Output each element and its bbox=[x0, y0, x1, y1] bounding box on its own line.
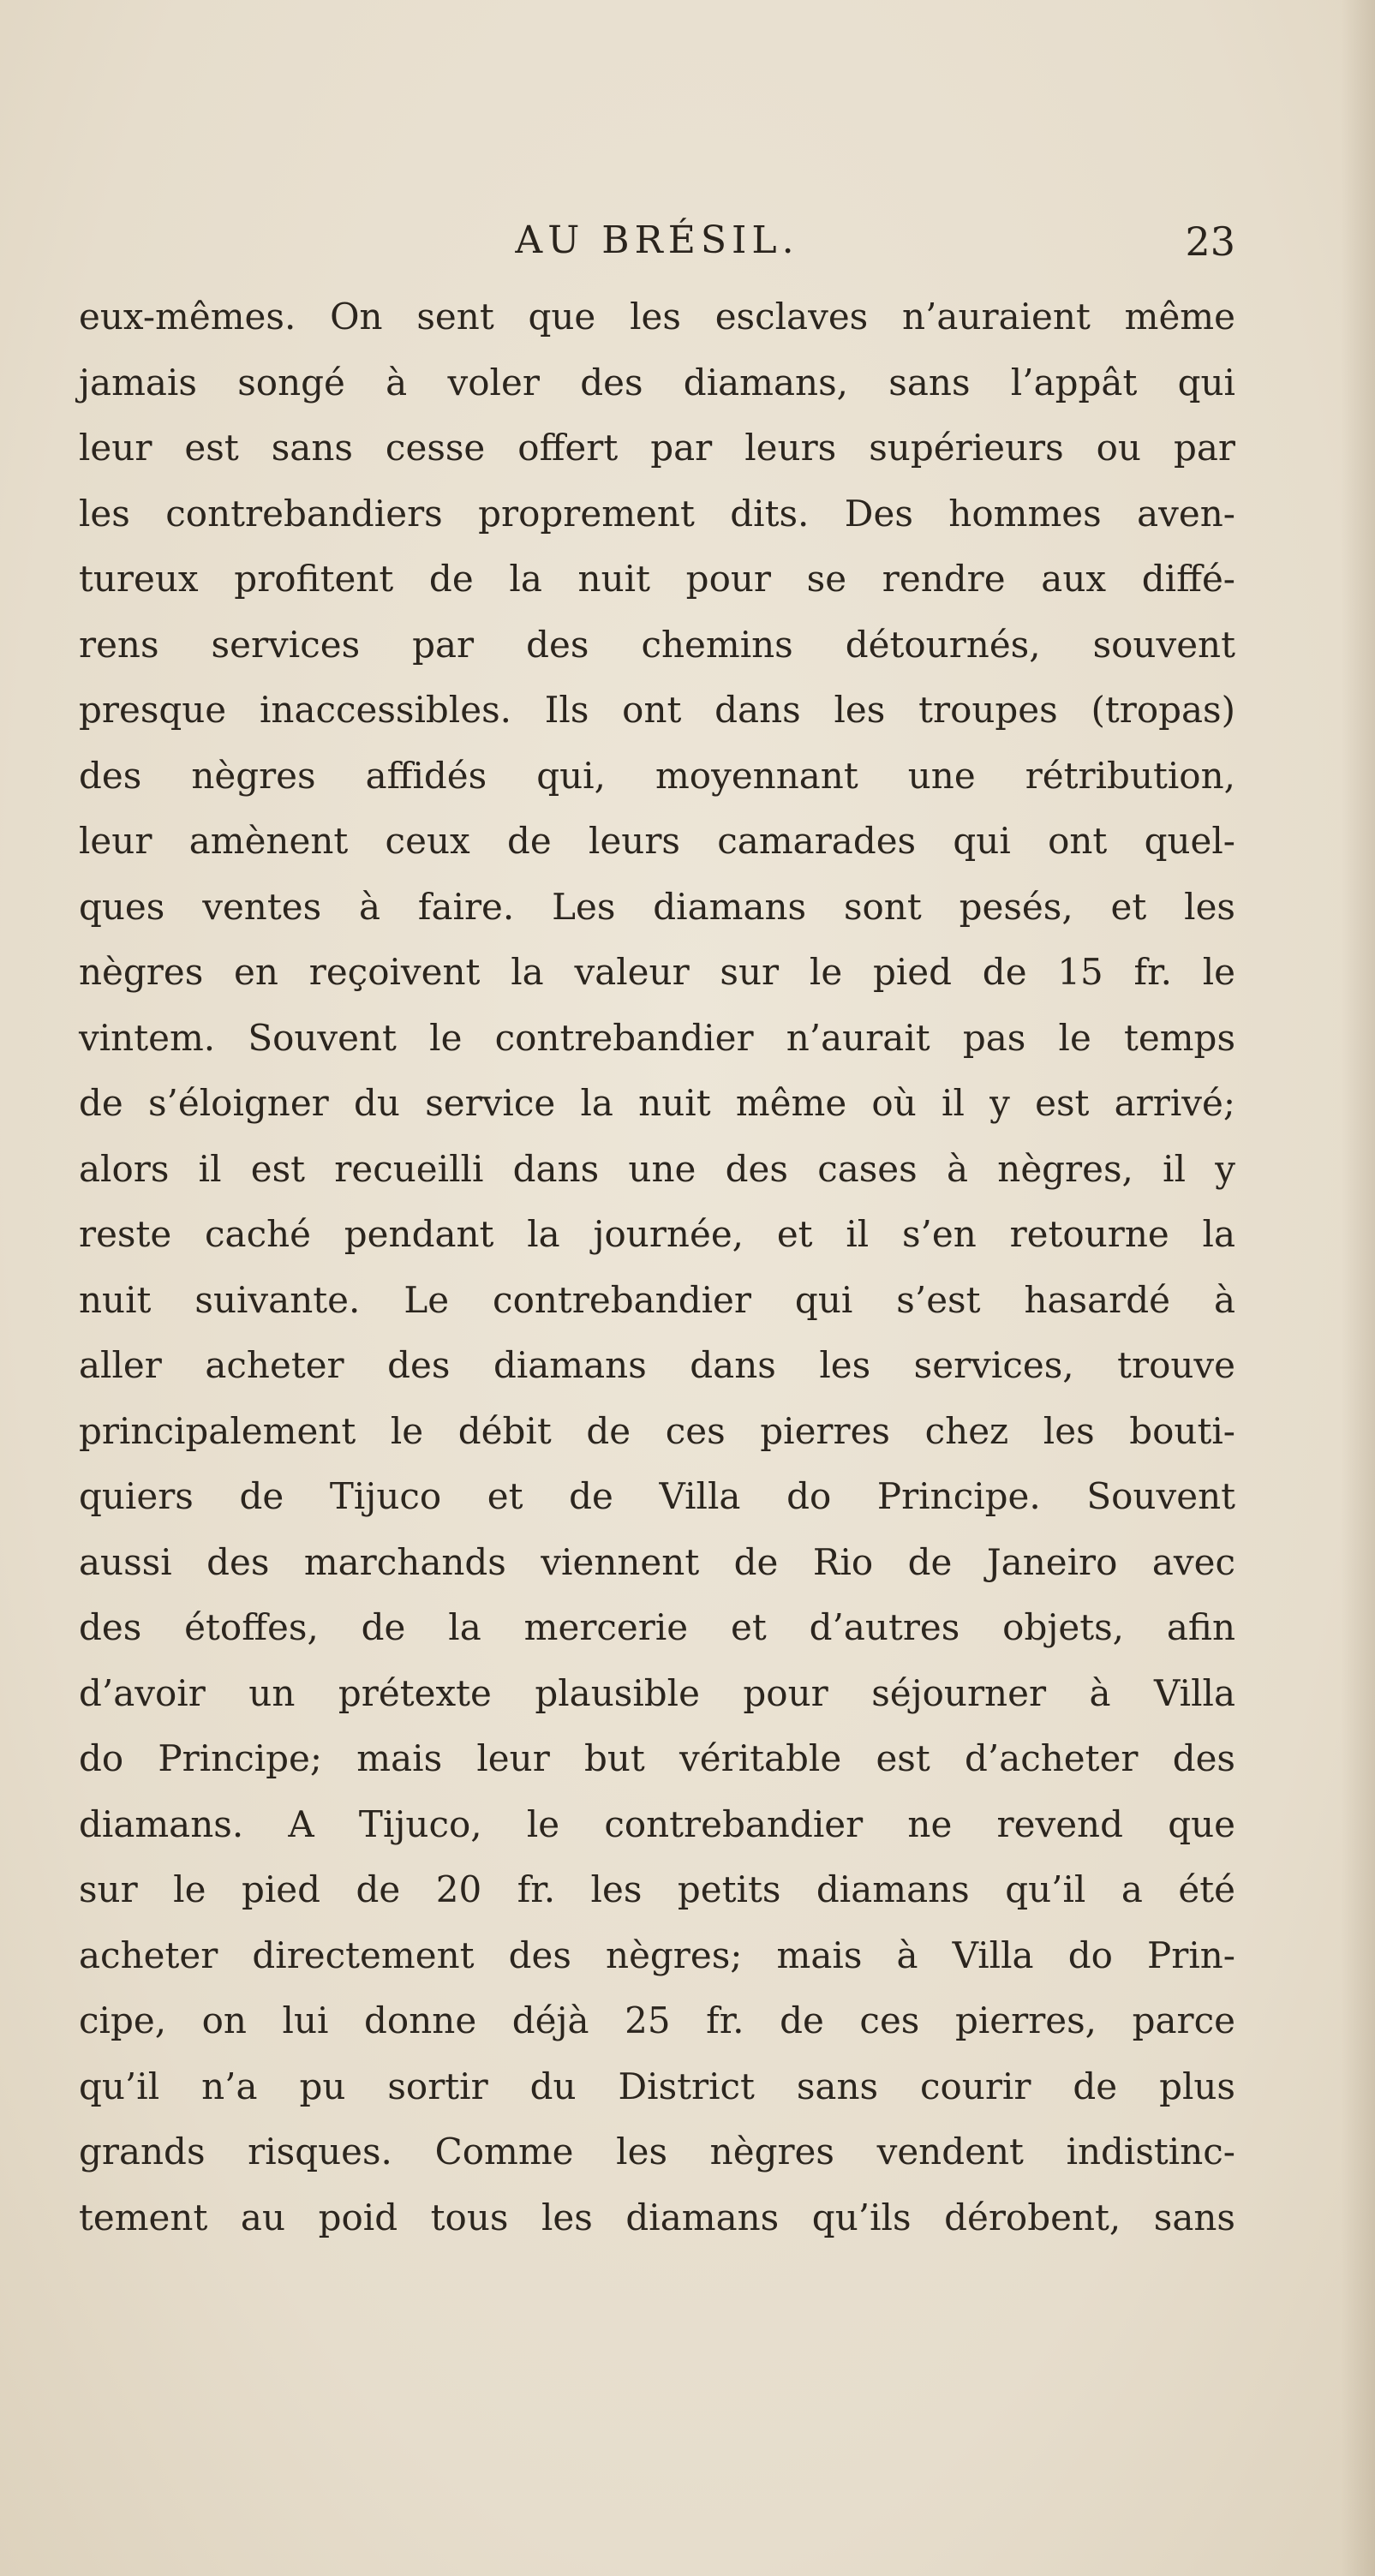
page-edge-shadow bbox=[1341, 0, 1375, 2576]
text-line: aller acheter des diamans dans les services, trouve bbox=[79, 1344, 1235, 1386]
text-line: d’avoir un prétexte plausible pour séjourner à Villa bbox=[79, 1671, 1235, 1714]
text-line: tement au poid tous les diamans qu’ils dérobent, sans bbox=[79, 2196, 1235, 2238]
text-line: vintem. Souvent le contrebandier n’aurait pas le temps bbox=[79, 1016, 1235, 1059]
text-line: reste caché pendant la journée, et il s’en retourne la bbox=[79, 1213, 1235, 1255]
text-line: jamais songé à voler des diamans, sans l’appât qui bbox=[79, 361, 1235, 403]
text-line: nègres en reçoivent la valeur sur le pied de 15 fr. le bbox=[79, 951, 1235, 993]
text-line: les contrebandiers proprement dits. Des hommes aven- bbox=[79, 492, 1235, 535]
page-number: 23 bbox=[1185, 218, 1235, 265]
body-text bbox=[79, 284, 1235, 2250]
text-line: alors il est recueilli dans une des cases à nègres, il y bbox=[79, 1147, 1235, 1190]
text-line: quiers de Tijuco et de Villa do Principe. Souvent bbox=[79, 1475, 1235, 1517]
text-line: leur amènent ceux de leurs camarades qui ont quel- bbox=[79, 820, 1235, 862]
text-line: do Principe; mais leur but véritable est d’acheter des bbox=[79, 1737, 1235, 1779]
text-line: sur le pied de 20 fr. les petits diamans qu’il a été bbox=[79, 1868, 1235, 1910]
text-line: de s’éloigner du service la nuit même où il y est arrivé; bbox=[79, 1082, 1235, 1124]
page-header bbox=[79, 218, 1235, 278]
text-line: leur est sans cesse offert par leurs supérieurs ou par bbox=[79, 427, 1235, 469]
text-line: eux-mêmes. On sent que les esclaves n’auraient même bbox=[79, 296, 1235, 338]
text-line: diamans. A Tijuco, le contrebandier ne revend que bbox=[79, 1802, 1235, 1845]
text-line: presque inaccessibles. Ils ont dans les troupes (tropas) bbox=[79, 689, 1235, 731]
running-head: AU BRÉSIL. bbox=[515, 218, 799, 262]
text-line: nuit suivante. Le contrebandier qui s’est hasardé à bbox=[79, 1278, 1235, 1321]
text-line: principalement le débit de ces pierres chez les bouti- bbox=[79, 1409, 1235, 1452]
text-line: rens services par des chemins détournés, souvent bbox=[79, 623, 1235, 666]
text-line: acheter directement des nègres; mais à Villa do Prin- bbox=[79, 1933, 1235, 1976]
text-line: grands risques. Comme les nègres vendent indistinc- bbox=[79, 2131, 1235, 2173]
text-line: des étoffes, de la mercerie et d’autres objets, afin bbox=[79, 1606, 1235, 1648]
text-line: aussi des marchands viennent de Rio de Janeiro avec bbox=[79, 1540, 1235, 1583]
text-line: cipe, on lui donne déjà 25 fr. de ces pierres, parce bbox=[79, 1999, 1235, 2041]
text-line: tureux profitent de la nuit pour se rendre aux diffé- bbox=[79, 558, 1235, 600]
text-line: qu’il n’a pu sortir du District sans courir de plus bbox=[79, 2065, 1235, 2107]
text-line: des nègres affidés qui, moyennant une rétribution, bbox=[79, 754, 1235, 797]
text-line: ques ventes à faire. Les diamans sont pesés, et les bbox=[79, 885, 1235, 928]
